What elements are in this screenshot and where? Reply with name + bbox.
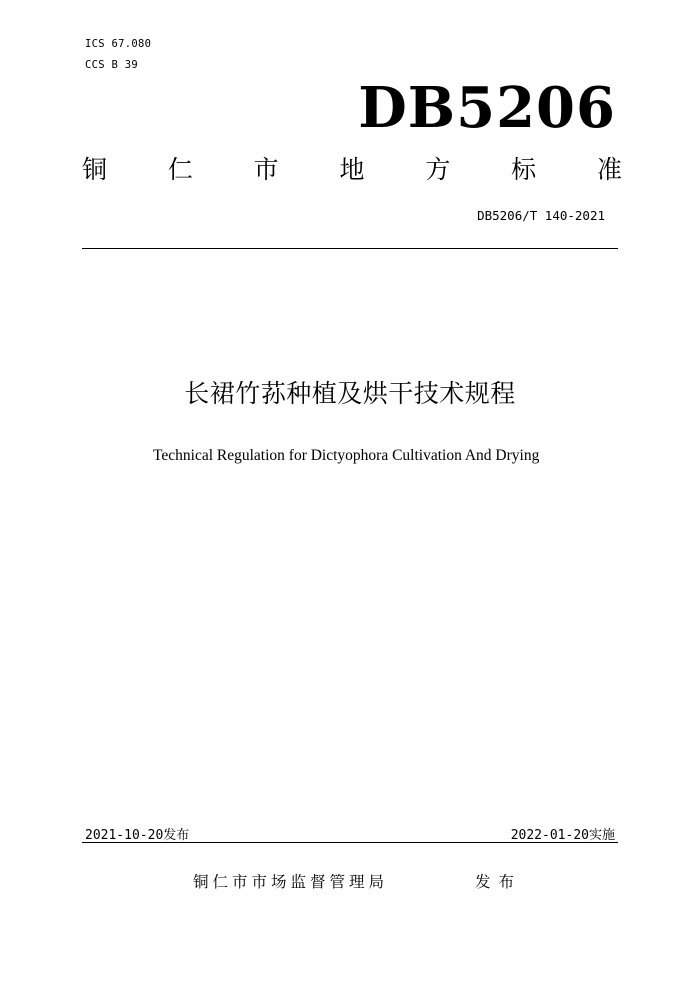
issuer-action-label: 发布 bbox=[475, 873, 523, 891]
implementation-date-label: 实施 bbox=[588, 828, 615, 843]
issue-date-line bbox=[85, 824, 189, 843]
standard-type-char: 铜 bbox=[82, 154, 108, 184]
standard-type-char: 方 bbox=[425, 154, 451, 184]
document-title-english: Technical Regulation for Dictyophora Cultivation And Drying bbox=[153, 447, 540, 464]
implementation-date-line bbox=[511, 824, 615, 843]
ccs-code: CCS B 39 bbox=[85, 59, 138, 71]
standard-type-char: 准 bbox=[596, 154, 622, 184]
standard-type-char: 仁 bbox=[167, 154, 193, 184]
issue-date-label: 发布 bbox=[163, 828, 190, 843]
issue-date: 2021-10-20 bbox=[85, 828, 164, 843]
footer-divider bbox=[82, 842, 618, 843]
standard-logo: DB5206 bbox=[358, 75, 616, 141]
issuing-authority: 铜仁市市场监督管理局 bbox=[193, 873, 389, 891]
header-divider bbox=[82, 248, 618, 249]
ics-code: ICS 67.080 bbox=[85, 38, 152, 50]
standard-type-char: 市 bbox=[253, 154, 279, 184]
standard-number: DB5206/T 140-2021 bbox=[477, 208, 605, 223]
implementation-date: 2022-01-20 bbox=[510, 828, 589, 843]
standard-type-heading bbox=[82, 152, 622, 186]
document-title-chinese: 长裙竹荪种植及烘干技术规程 bbox=[184, 379, 516, 408]
standard-type-char: 地 bbox=[339, 154, 365, 184]
standard-type-char: 标 bbox=[511, 154, 537, 184]
